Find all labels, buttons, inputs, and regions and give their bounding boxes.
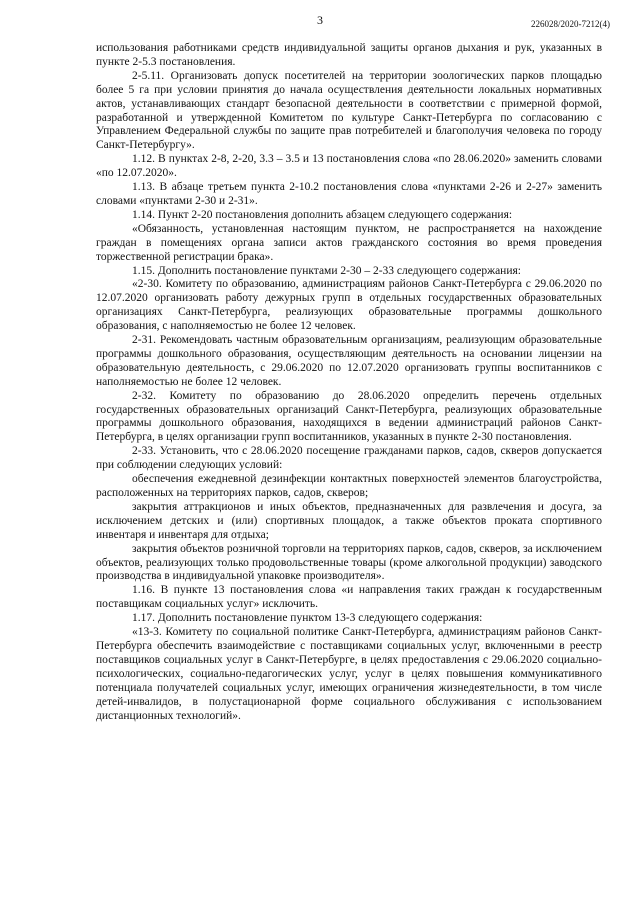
paragraph: использования работниками средств индивидуальной защиты органов дыхания и рук, указанных в пункте 2-5.3 постановления. bbox=[96, 42, 602, 68]
paragraph: «13-3. Комитету по социальной политике Санкт-Петербурга, администрациям районов Санкт-Петербурга обеспечить взаимодействие с поставщиками социальных услуг, включенными в реестр поставщиков социальных услуг в Санкт-Петербурге, в целях предоставления с 29.06.2020 социально-психологических, социально-педагогических услуг, услуг в целях повышения коммуникативного потенциала получателей социальных услуг, имеющих ограничения жизнедеятельности, в том числе детей-инвалидов, в полустационарной форме социального обслуживания с использованием дистанционных технологий». bbox=[96, 626, 602, 722]
document-body bbox=[96, 42, 602, 723]
paragraph: закрытия объектов розничной торговли на территориях парков, садов, скверов, за исключением объектов, реализующих только продовольственные товары (кроме алкогольной продукции) заводского производства в индивидуальной упаковке производителя». bbox=[96, 542, 602, 583]
paragraph: 1.12. В пунктах 2-8, 2-20, 3.3 – 3.5 и 13 постановления слова «по 28.06.2020» заменить словами «по 12.07.2020». bbox=[96, 153, 602, 180]
paragraph: 2-31. Рекомендовать частным образовательным организациям, реализующим образовательные программы дошкольного образования, осуществляющим деятельность на основании лицензии на образовательную деятельность, с 29.06.2020 по 12.07.2020 организовать группы воспитанников с наполняемостью не более 12 человек. bbox=[96, 334, 602, 388]
paragraph: 1.14. Пункт 2-20 постановления дополнить абзацем следующего содержания: bbox=[132, 208, 513, 221]
paragraph: обеспечения ежедневной дезинфекции контактных поверхностей элементов благоустройства, расположенных на территориях парков, садов, скверов; bbox=[96, 473, 602, 499]
paragraph: «2-30. Комитету по образованию, администрациям районов Санкт-Петербурга с 29.06.2020 по 12.07.2020 организовать работу дежурных групп в отдельных государственных образовательных организациях Санкт-Петербурга, реализующих образовательные программы дошкольного образования, с наполняемостью не более 12 человек. bbox=[96, 278, 602, 333]
document-code: 226028/2020-7212(4) bbox=[531, 19, 610, 29]
paragraph: 2-5.11. Организовать допуск посетителей на территории зоологических парков площадью более 5 га при условии принятия до начала осуществления деятельности локальных нормативных актов, устанавливающих стандарт безопасной деятельности в соответствии с примерной формой, разработанной и утвержденной Комитетом по культуре Санкт-Петербурга по согласованию с Управлением Федеральной службы по защите прав потребителей и благополучия человека по городу Санкт-Петербургу». bbox=[96, 69, 602, 152]
paragraph: «Обязанность, установленная настоящим пунктом, не распространяется на нахождение граждан в помещениях органа записи актов гражданского состояния во время проведения торжественной регистрации брака». bbox=[96, 222, 602, 263]
paragraph: закрытия аттракционов и иных объектов, предназначенных для развлечения и досуга, за исключением детских и (или) спортивных площадок, а также объектов проката спортивного инвентаря и инвентаря для отдыха; bbox=[96, 500, 602, 541]
paragraph: 2-33. Установить, что с 28.06.2020 посещение гражданами парков, садов, скверов допускается при соблюдении следующих условий: bbox=[96, 445, 602, 472]
page-number: 3 bbox=[317, 13, 323, 27]
paragraph: 2-32. Комитету по образованию до 28.06.2020 определить перечень отдельных государственных образовательных организаций Санкт-Петербурга, реализующих образовательные программы дошкольного образования, находящихся в ведении администраций районов Санкт-Петербурга, в целях организации групп воспитанников, указанных в пункте 2-30 постановления. bbox=[96, 389, 602, 444]
paragraph: 1.16. В пункте 13 постановления слова «и направления таких граждан к государственным поставщикам социальных услуг» исключить. bbox=[96, 584, 602, 611]
paragraph: 1.13. В абзаце третьем пункта 2-10.2 постановления слова «пунктами 2-26 и 2-27» заменить словами «пунктами 2-30 и 2-31». bbox=[96, 181, 602, 207]
paragraph: 1.17. Дополнить постановление пунктом 13-3 следующего содержания: bbox=[132, 612, 483, 625]
paragraph: 1.15. Дополнить постановление пунктами 2-30 – 2-33 следующего содержания: bbox=[132, 264, 521, 277]
